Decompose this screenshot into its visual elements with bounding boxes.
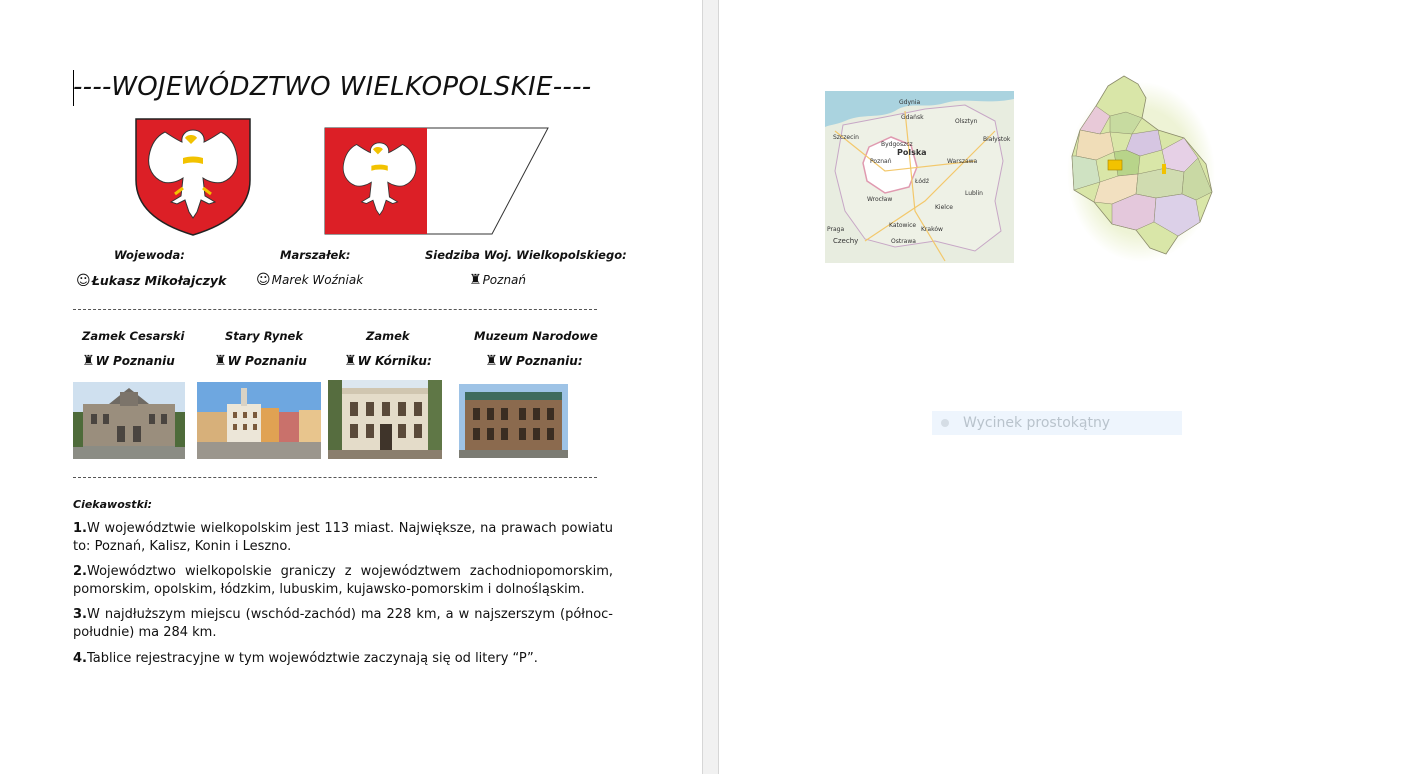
flag-image[interactable] [324,127,550,235]
official-label-marszalek: Marszałek: [280,248,351,262]
building-icon: ♜ [214,353,227,369]
separator-line [73,477,597,478]
building-icon: ♜ [82,353,95,369]
map-label: Ostrawa [891,238,916,245]
map-label: Poznań [870,158,892,165]
map-label: Bydgoszcz [881,141,913,148]
building-icon: ♜ [344,353,357,369]
map-label: Katowice [889,222,917,229]
fact-4: 4.Tablice rejestracyjne w tym województwie zaczynają się od litery “P”. [73,651,538,666]
map-label: Warszawa [947,158,978,165]
photo-zamek-kornik[interactable] [328,380,442,459]
tooltip-text: Wycinek prostokątny [963,415,1111,431]
map-label: Kielce [935,204,953,211]
attraction-name-1: Zamek Cesarski [82,329,185,343]
map-label: Gdańsk [901,114,924,121]
fact-1: 1.W województwie wielkopolskim jest 113 miast. Największe, na prawach powiatu to: Poznań, Kalisz, Konin i Leszno. [73,521,613,554]
attraction-name-4: Muzeum Narodowe [474,329,598,343]
page-gutter [702,0,719,774]
attraction-place-1: ♜ W Poznaniu [82,353,175,369]
attraction-place-4: ♜ W Poznaniu: [485,353,583,369]
poland-map-image[interactable] [825,91,1014,263]
record-dot-icon [941,419,949,427]
official-name-marszalek: ☺ Marek Woźniak [256,272,364,288]
building-icon: ♜ [469,272,482,288]
snipping-tooltip [932,411,1182,435]
fact-number: 4. [73,651,87,666]
map-label: Szczecin [833,134,859,141]
separator-line [73,309,597,310]
fact-number: 1. [73,521,87,536]
map-label: Kraków [921,226,943,233]
attraction-name-3: Zamek [366,329,410,343]
map-label: Białystok [983,136,1011,143]
coat-of-arms-image[interactable] [135,118,251,236]
map-label: Olsztyn [955,118,978,125]
photo-zamek-cesarski[interactable] [73,382,185,459]
document-title[interactable]: ----WOJEWÓDZTWO WIELKOPOLSKIE---- [73,72,592,102]
official-label-siedziba: Siedziba Woj. Wielkopolskiego: [425,248,627,262]
official-name-siedziba: ♜ Poznań [469,272,527,288]
map-label: Praga [827,226,845,233]
official-icon: ☺ [256,272,271,288]
map-label: Lublin [965,190,983,197]
attraction-name-2: Stary Rynek [225,329,303,343]
fact-3: 3.W najdłuższym miejscu (wschód-zachód) ma 228 km, a w najszerszym (północ-południe) ma 284 km. [73,607,613,640]
fact-number: 2. [73,564,87,579]
map-label: Czechy [833,237,859,245]
official-label-wojewoda: Wojewoda: [114,248,185,262]
attraction-place-2: ♜ W Poznaniu [214,353,307,369]
map-label: Polska [897,148,927,157]
voivodeship-map-image[interactable] [1066,72,1216,262]
official-name-wojewoda: ☺ Łukasz Mikołajczyk [76,272,227,289]
official-icon: ☺ [76,272,91,289]
fact-2: 2.Województwo wielkopolskie graniczy z województwem zachodniopomorskim, pomorskim, opolskim, łódzkim, lubuskim, kujawsko-pomorskim i dolnośląskim. [73,564,613,597]
photo-muzeum-narodowe[interactable] [459,384,568,458]
attraction-place-3: ♜ W Kórniku: [344,353,432,369]
map-label: Gdynia [899,99,921,106]
fact-number: 3. [73,607,87,622]
facts-heading: Ciekawostki: [73,498,153,511]
map-label: Wrocław [867,196,893,203]
photo-stary-rynek[interactable] [197,382,321,459]
map-label: Łódź [915,178,930,185]
building-icon: ♜ [485,353,498,369]
